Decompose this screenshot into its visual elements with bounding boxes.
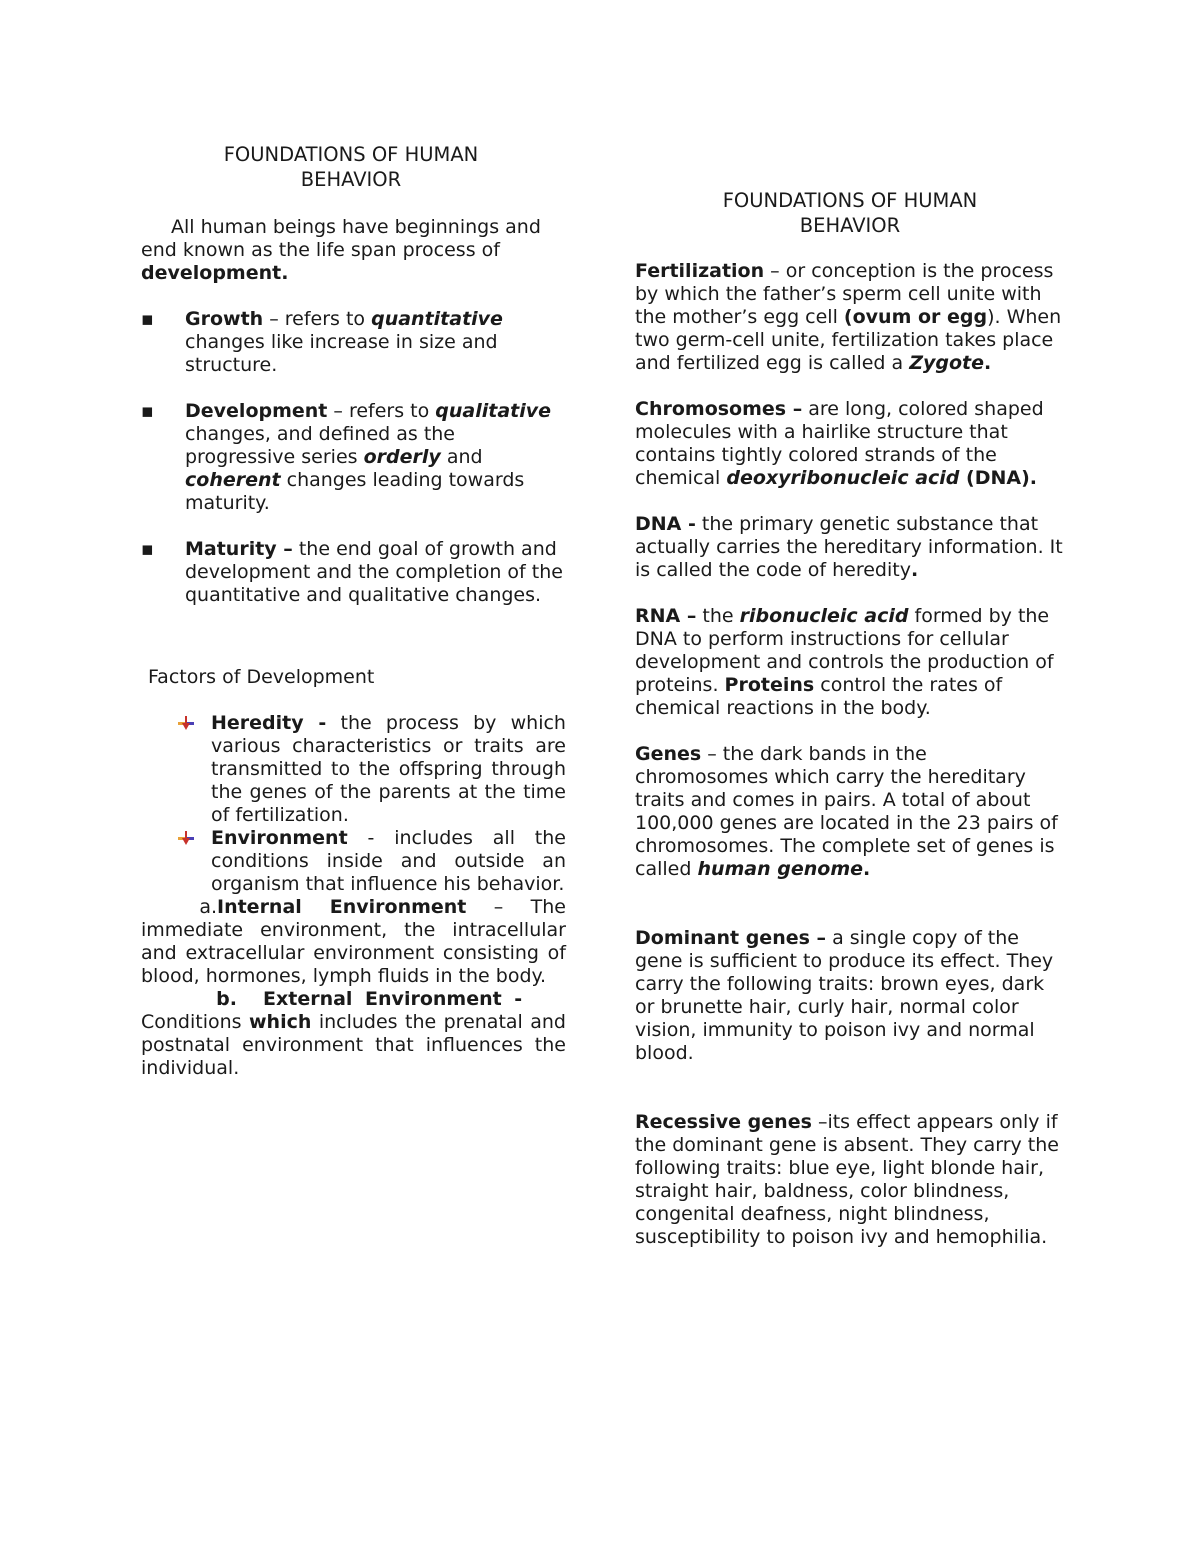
external-bold: which — [249, 1011, 312, 1033]
chromosomes-emphasis: deoxyribonucleic acid — [726, 467, 960, 489]
genes-emphasis: human genome — [697, 858, 864, 880]
external-label: b. — [216, 988, 237, 1010]
term-internal-environment: Internal Environment — [217, 896, 467, 918]
bullet-icon: ▪ — [141, 400, 154, 422]
development-text-1: – refers to — [327, 400, 436, 422]
bullet-icon: ▪ — [141, 538, 154, 560]
arrow-down-icon — [177, 830, 195, 846]
intro-paragraph — [141, 216, 566, 285]
term-fertilization: Fertilization — [635, 260, 765, 282]
left-column — [141, 142, 566, 1080]
factor-heredity — [141, 712, 566, 827]
development-emphasis-2: orderly — [363, 446, 441, 468]
chromosomes-end: (DNA). — [959, 467, 1037, 489]
dominant-text: a single copy of the gene is sufficient to produce its effect. They carry the following traits: brown eyes, dark or brunette hair, curly hair, normal color vision, immunity to poison ivy and normal blood. — [635, 927, 1054, 1064]
rna-emphasis: ribonucleic acid — [739, 605, 909, 627]
maturity-text: the end goal of growth and development and the completion of the quantitative and qualitative changes. — [185, 538, 563, 606]
term-dominant-genes: Dominant genes – — [635, 927, 827, 949]
development-emphasis-1: qualitative — [435, 400, 552, 422]
term-rna: RNA – — [635, 605, 697, 627]
right-title — [635, 188, 1065, 238]
list-item-development — [141, 400, 566, 515]
genes-paragraph — [635, 743, 1065, 881]
term-dna: DNA - — [635, 513, 696, 535]
list-item-growth — [141, 308, 566, 377]
internal-label: a. — [199, 896, 217, 918]
intro-text: All human beings have beginnings and end known as the life span process of — [141, 216, 541, 261]
term-heredity: Heredity - — [211, 712, 327, 734]
factor-environment — [141, 827, 566, 896]
term-development: Development — [185, 400, 328, 422]
rna-paragraph — [635, 605, 1065, 720]
term-recessive-genes: Recessive genes — [635, 1111, 812, 1133]
fertilization-bold: (ovum or egg — [843, 306, 988, 328]
right-title-line1: FOUNDATIONS OF HUMAN — [722, 189, 978, 212]
definition-list — [141, 308, 566, 607]
right-title-line2: BEHAVIOR — [799, 214, 901, 237]
dna-paragraph — [635, 513, 1065, 582]
external-text-2: includes the prenatal and postnatal environment that influences the individual. — [141, 1011, 566, 1079]
development-text-4: changes leading towards maturity. — [185, 469, 525, 514]
development-text-3: and — [440, 446, 483, 468]
right-column — [635, 188, 1065, 1272]
rna-text-1: the — [696, 605, 740, 627]
rna-text-3: control the rates of chemical reactions in the body. — [635, 674, 1003, 719]
growth-text-2: changes like increase in size and structure. — [185, 331, 498, 376]
development-text-2: changes, and defined as the progressive series — [185, 423, 455, 468]
left-title-line1: FOUNDATIONS OF HUMAN — [223, 143, 479, 166]
internal-environment-paragraph — [141, 896, 566, 988]
genes-text: – the dark bands in the chromosomes which carry the hereditary traits and comes in pairs. A total of about 100,000 genes are located in the 23 pairs of chromosomes. The complete set of genes is called — [635, 743, 1058, 880]
dominant-genes-paragraph — [635, 927, 1065, 1065]
dna-end: . — [910, 559, 919, 581]
term-growth: Growth — [185, 308, 264, 330]
environment-text: - includes all the conditions inside and outside an organism that influence his behavior. — [211, 827, 566, 895]
factors-heading: Factors of Development — [148, 666, 375, 688]
term-maturity: Maturity – — [185, 538, 293, 560]
recessive-genes-paragraph — [635, 1111, 1065, 1249]
rna-text-2: formed by the DNA to perform instructions for cellular development and controls the production of proteins. — [635, 605, 1054, 696]
term-genes: Genes — [635, 743, 702, 765]
growth-emphasis: quantitative — [371, 308, 503, 330]
fertilization-text-2: ). When two germ-cell unite, fertilization takes place and fertilized egg is called a — [635, 306, 1062, 374]
external-text-1: Conditions — [141, 1011, 249, 1033]
chromosomes-text: are long, colored shaped molecules with a hairlike structure that contains tightly colored strands of the chemical — [635, 398, 1044, 489]
recessive-text: –its effect appears only if the dominant gene is absent. They carry the following traits: blue eye, light blonde hair, straight hair, baldness, color blindness, congenital deafness, night blindness, susceptibility to poison ivy and hemophilia. — [635, 1111, 1059, 1248]
rna-bold: Proteins — [724, 674, 815, 696]
genes-end: . — [863, 858, 871, 880]
intro-bold: development. — [141, 262, 289, 284]
term-environment: Environment — [211, 827, 348, 849]
dna-text: the primary genetic substance that actually carries the hereditary information. It is called the code of heredity — [635, 513, 1063, 581]
heredity-text: the process by which various characteristics or traits are transmitted to the offspring through the genes of the parents at the time of fertilization. — [211, 712, 566, 826]
term-external-environment: External Environment - — [263, 988, 523, 1010]
development-emphasis-3: coherent — [185, 469, 281, 491]
left-title-line2: BEHAVIOR — [300, 168, 402, 191]
internal-text: – The immediate environment, the intracellular and extracellular environment consisting of blood, hormones, lymph fluids in the body. — [141, 896, 566, 987]
arrow-down-icon — [177, 715, 195, 731]
list-item-maturity — [141, 538, 566, 607]
fertilization-paragraph — [635, 260, 1065, 375]
fertilization-emphasis: Zygote — [909, 352, 985, 374]
factors-list — [141, 712, 566, 896]
term-chromosomes: Chromosomes – — [635, 398, 803, 420]
bullet-icon: ▪ — [141, 308, 154, 330]
chromosomes-paragraph — [635, 398, 1065, 490]
left-title — [141, 142, 561, 192]
growth-text-1: – refers to — [263, 308, 372, 330]
fertilization-end: . — [984, 352, 992, 374]
external-environment-paragraph — [141, 988, 566, 1080]
fertilization-text-1: – or conception is the process by which the father’s sperm cell unite with the mother’s egg cell — [635, 260, 1054, 328]
